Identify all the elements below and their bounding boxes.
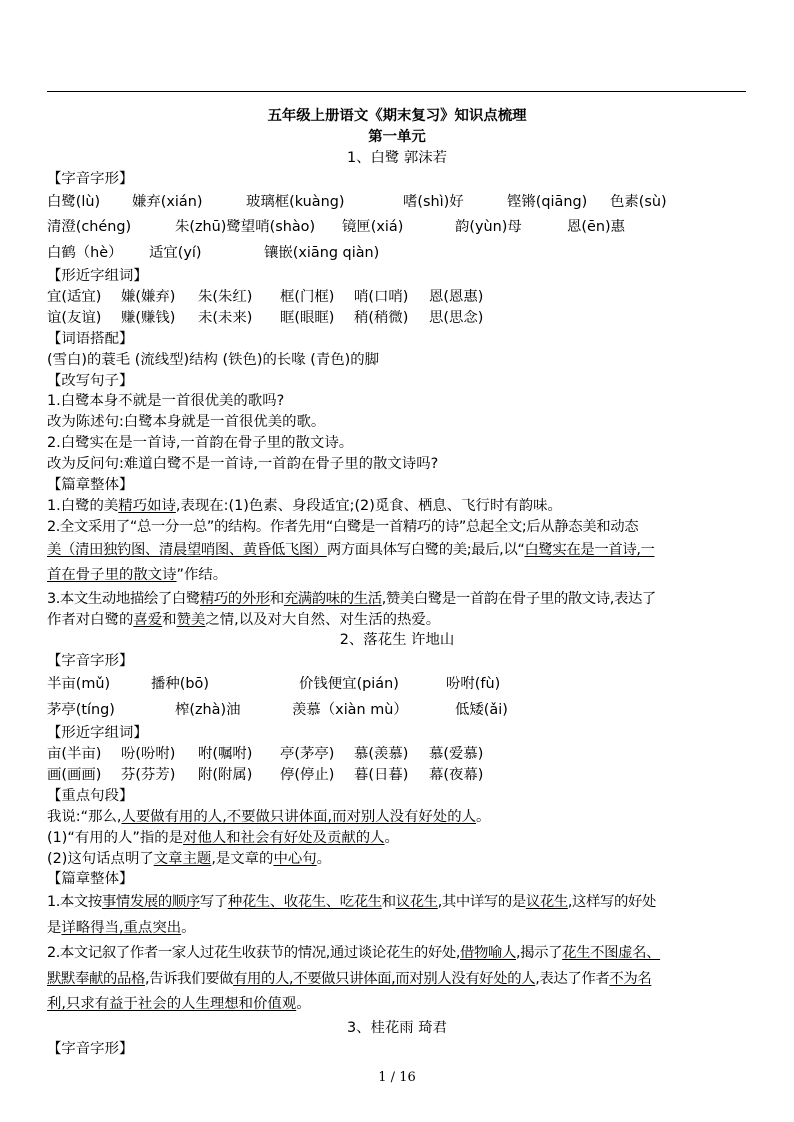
l1-pron-row-3	[47, 241, 747, 267]
page-separator: /	[386, 1070, 400, 1085]
l1-whole-header: 【篇章整体】	[47, 476, 134, 493]
form-item: 慕(爱慕)	[429, 746, 484, 763]
pron-item: 白鹤（hè）	[47, 244, 123, 261]
form-item: 赚(赚钱)	[121, 309, 176, 326]
pron-item: 吩咐(fù)	[446, 676, 501, 693]
pron-item: 清澄(chéng)	[47, 219, 132, 236]
pron-item: 恩(ēn)惠	[567, 219, 625, 236]
page-total: 16	[399, 1070, 416, 1085]
text-run: 。	[181, 919, 196, 936]
l2-whole-line-5	[47, 992, 747, 1018]
text-run: 。	[316, 850, 332, 867]
text-run: ,表达了作者	[535, 970, 610, 987]
form-item: 幕(夜幕)	[429, 766, 484, 783]
pron-item: 低矮(ǎi)	[455, 701, 508, 718]
form-item: 亩(半亩)	[47, 746, 102, 763]
underlined-phrase: 美（清田独钓图、清晨望哨图、黄昏低飞图）	[47, 541, 327, 558]
underlined-phrase: 默默奉献的品格	[47, 970, 145, 987]
l2-key-header: 【重点句段】	[47, 787, 134, 804]
pron-item: 价钱便宜(pián)	[299, 676, 399, 693]
underlined-phrase: 借物喻人	[460, 945, 516, 962]
document-body	[47, 106, 747, 1060]
pron-item: 嫌弃(xián)	[132, 193, 203, 210]
l1-rewrite-line: 1.白鹭本身不就是一首很优美的歌吗?	[47, 393, 285, 410]
form-item: 朱(朱红)	[198, 288, 253, 305]
underlined-phrase: 议花生	[395, 894, 438, 911]
l2-form-row-2	[47, 765, 747, 786]
form-item: 附(附属)	[198, 766, 253, 783]
text-run: 我说:“那么,	[47, 808, 122, 825]
text-run: 作者对白鹭的	[47, 611, 134, 628]
unit-title: 第一单元	[368, 128, 426, 145]
form-item: 稍(稍微)	[354, 309, 409, 326]
l1-rewrite-header: 【改写句子】	[47, 372, 134, 389]
l2-key-line-1	[47, 807, 747, 828]
pron-item: 茅亭(tíng)	[47, 701, 115, 718]
l1-whole-line-1	[47, 496, 747, 517]
page-number	[0, 1070, 794, 1085]
underlined-phrase: 精巧的外形	[199, 590, 270, 607]
underlined-phrase: 利,只求有益于社会的人生理想和价值观	[47, 996, 297, 1013]
underlined-phrase: 花生不图虚名、	[562, 945, 661, 962]
underlined-phrase: 赞美	[176, 611, 206, 628]
text-run: ,其中详写的是	[437, 894, 526, 911]
form-item: 画(画画)	[47, 766, 102, 783]
underlined-phrase: 喜爱	[133, 611, 163, 628]
text-run: 。	[296, 996, 311, 1013]
l1-whole-line-2: 2.全文采用了“总一分一总”的结构。作者先用“白鹭是一首精巧的诗”总起全文;后从静态美和动态	[47, 518, 639, 535]
underlined-phrase: 不为名	[609, 970, 652, 987]
form-item: 亭(茅亭)	[280, 746, 335, 763]
l2-whole-line-1	[47, 890, 747, 916]
underlined-phrase: 中心句	[273, 850, 317, 867]
underlined-phrase: 有用的人,不要做只讲体面,而对别人没有好处的人	[233, 970, 536, 987]
l2-form-row-1	[47, 744, 747, 765]
text-run: 写了	[199, 894, 228, 911]
pron-item: 玻璃框(kuàng)	[246, 193, 345, 210]
form-item: 恩(恩惠)	[429, 288, 484, 305]
l2-key-line-2	[47, 828, 747, 849]
pron-item: 朱(zhū)鹭望哨(shào)	[175, 219, 316, 236]
underlined-phrase: 文章主题	[153, 850, 212, 867]
underlined-phrase: 精巧如诗	[118, 497, 176, 514]
l1-whole-line-4	[47, 563, 747, 589]
pron-item: 嗜(shì)好	[403, 193, 464, 210]
l2-whole-line-4	[47, 967, 747, 993]
l2-pron-row-1	[47, 672, 747, 698]
text-run: (2)这句话点明了	[47, 850, 154, 867]
l1-rewrite-line: 改为陈述句:白鹭本身就是一首很优美的歌。	[47, 414, 326, 431]
l2-whole-line-3	[47, 941, 747, 967]
l2-form-header: 【形近字组词】	[47, 725, 148, 742]
text-run: ,是文章的	[211, 850, 274, 867]
lesson-2-title: 2、落花生 许地山	[339, 632, 455, 649]
pron-item: 镜匣(xiá)	[342, 219, 404, 236]
text-run: 和	[162, 611, 177, 628]
l1-match-header: 【词语搭配】	[47, 330, 134, 347]
pron-item: 韵(yùn)母	[455, 219, 522, 236]
form-item: 吩(吩咐)	[121, 746, 176, 763]
l1-form-row-1	[47, 287, 747, 308]
l1-form-row-2	[47, 308, 747, 329]
pron-item: 榨(zhà)油	[175, 701, 241, 718]
form-item: 咐(嘱咐)	[198, 746, 253, 763]
underlined-phrase: 事情发展的顺序	[101, 894, 200, 911]
l2-key-line-3	[47, 849, 747, 870]
lesson-1-title: 1、白鹭 郭沫若	[346, 149, 448, 166]
form-item: 眶(眼眶)	[280, 309, 335, 326]
text-run: 是	[47, 919, 62, 936]
pron-item: 半亩(mǔ)	[47, 676, 111, 693]
underlined-phrase: 白鹭实在是一首诗,一	[524, 541, 655, 558]
l2-whole-line-2	[47, 916, 747, 942]
l3-pron-header: 【字音字形】	[47, 1040, 134, 1057]
pron-item: 羡慕（xiàn mù）	[292, 701, 408, 718]
text-run: 两方面具体写白鹭的美;最后,以“	[326, 541, 525, 558]
form-item: 嫌(嫌弃)	[121, 288, 176, 305]
l1-form-header: 【形近字组词】	[47, 268, 148, 285]
underlined-phrase: 详略得当,重点突出	[61, 919, 182, 936]
pron-item: 播种(bō)	[151, 676, 209, 693]
text-run: (1)“有用的人”指的是	[47, 829, 184, 846]
text-run: 之情,以及对大自然、对生活的热爱。	[205, 611, 441, 628]
underlined-phrase: 人要做有用的人,不要做只讲体面,而对别人没有好处的人	[121, 808, 476, 825]
l1-whole-line-6	[47, 610, 747, 631]
underlined-phrase: 充满韵味的生活	[283, 590, 382, 607]
form-item: 思(思念)	[429, 309, 484, 326]
text-run: 2.本文记叙了作者一家人过花生收获节的情况,通过谈论花生的好处,	[47, 945, 461, 962]
l1-pron-row-1	[47, 190, 747, 216]
page-current: 1	[378, 1070, 387, 1085]
text-run: 3.本文生动地描绘了白鹭	[47, 590, 200, 607]
header-rule	[47, 91, 746, 92]
form-item: 哨(口哨)	[354, 288, 409, 305]
text-run: ”作结。	[176, 567, 228, 584]
form-item: 芬(芬芳)	[121, 766, 176, 783]
doc-title: 五年级上册语文《期末复习》知识点梳理	[267, 108, 527, 124]
text-run: 1.白鹭的美	[47, 497, 119, 514]
text-run: ,这样写的好处	[567, 894, 656, 911]
text-run: 。	[475, 808, 491, 825]
l1-whole-line-3	[47, 538, 747, 564]
text-run: 1.本文按	[47, 894, 102, 911]
l2-pron-header: 【字音字形】	[47, 653, 134, 670]
form-item: 停(停止)	[280, 766, 335, 783]
pron-item: 适宜(yí)	[149, 244, 202, 261]
text-run: ,表现在:(1)色素、身段适宜;(2)觅食、栖息、飞行时有韵味。	[175, 497, 562, 514]
l1-match-line: (雪白)的蓑毛 (流线型)结构 (铁色)的长喙 (青色)的脚	[47, 351, 380, 368]
text-run: 。	[384, 829, 399, 846]
form-item: 框(门框)	[280, 288, 335, 305]
text-run: 和	[269, 590, 284, 607]
form-item: 宜(适宜)	[47, 288, 102, 305]
form-item: 慕(羡慕)	[354, 746, 409, 763]
lesson-3-title: 3、桂花雨 琦君	[346, 1019, 448, 1036]
text-run: 和	[381, 894, 396, 911]
pron-item: 铿锵(qiāng)	[507, 193, 588, 210]
l1-pron-row-2	[47, 215, 747, 241]
pron-item: 镶嵌(xiāng qiàn)	[264, 244, 380, 261]
text-run: ,揭示了	[516, 945, 563, 962]
l1-pron-header: 【字音字形】	[47, 170, 134, 187]
pron-item: 色素(sù)	[610, 193, 667, 210]
underlined-phrase: 议花生	[525, 894, 568, 911]
underlined-phrase: 对他人和社会有好处及贡献的人	[183, 829, 385, 846]
l1-whole-line-5	[47, 589, 747, 610]
pron-item: 白鹭(lù)	[47, 193, 101, 210]
l1-rewrite-line: 改为反问句:难道白鹭不是一首诗,一首韵在骨子里的散文诗吗?	[47, 456, 439, 473]
text-run: ,告诉我们要做	[144, 970, 234, 987]
form-item: 暮(日暮)	[354, 766, 409, 783]
underlined-phrase: 种花生、收花生、吃花生	[227, 894, 382, 911]
underlined-phrase: 首在骨子里的散文诗	[47, 567, 177, 584]
text-run: ,赞美白鹭是一首韵在骨子里的散文诗,表达了	[381, 590, 656, 607]
form-item: 谊(友谊)	[47, 309, 102, 326]
l1-rewrite-line: 2.白鹭实在是一首诗,一首韵在骨子里的散文诗。	[47, 435, 354, 452]
l2-whole-header: 【篇章整体】	[47, 871, 134, 888]
form-item: 未(未来)	[198, 309, 253, 326]
l2-pron-row-2	[47, 698, 747, 724]
